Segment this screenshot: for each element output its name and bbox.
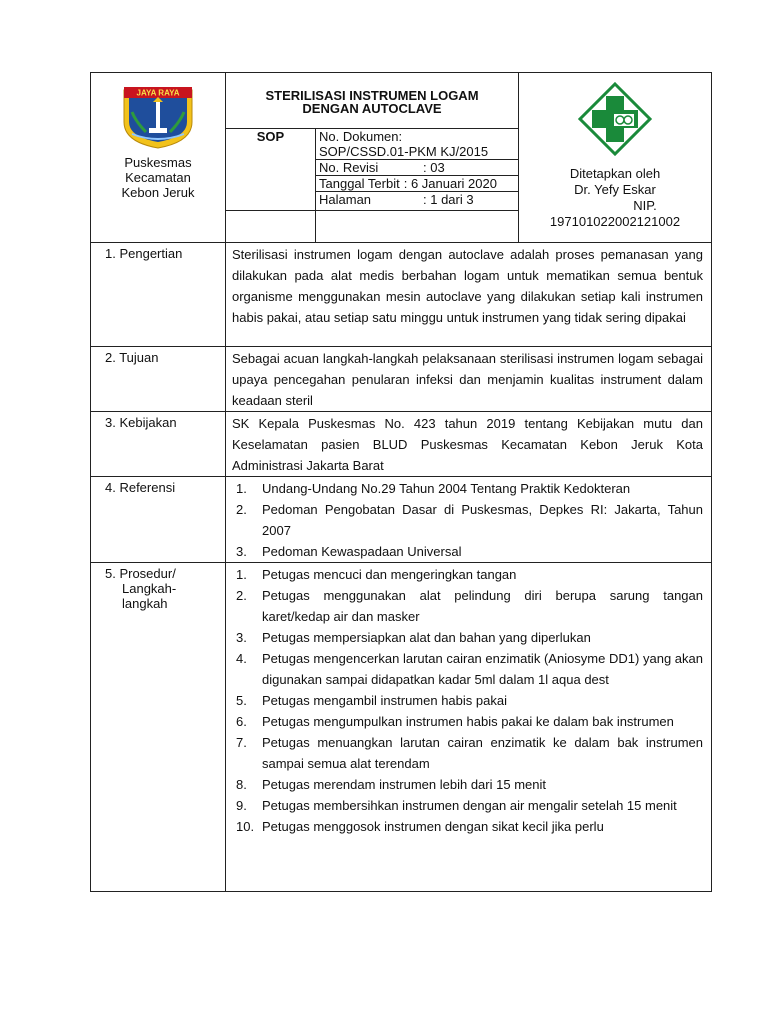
prosedur-step <box>232 564 703 585</box>
institution-line-1: Puskesmas <box>124 155 192 170</box>
section-label-tujuan <box>91 347 226 412</box>
section-body-prosedur <box>226 563 712 892</box>
kebijakan-text: SK Kepala Puskesmas No. 423 tahun 2019 tentang Kebijakan mutu dan Keselamatan pasien BLUD Puskesmas Kecamatan Kebon Jeruk Kota Administrasi Jakarta Barat <box>232 416 703 473</box>
revision-value: : 03 <box>423 160 445 175</box>
page-label: Halaman <box>319 192 372 207</box>
section-body-tujuan <box>226 347 712 412</box>
page-row <box>316 192 518 207</box>
document-title <box>226 73 518 116</box>
nip-value: 197101022002121002 <box>549 214 681 229</box>
puskesmas-cross-logo <box>578 82 652 156</box>
prosedur-step <box>232 816 703 837</box>
prosedur-list <box>232 564 703 837</box>
section-label-prosedur <box>91 563 226 892</box>
prosedur-step-number: 7. <box>236 735 247 750</box>
revision-label: No. Revisi <box>319 160 379 175</box>
prosedur-step-number: 8. <box>236 777 247 792</box>
referensi-item <box>232 499 703 541</box>
section-label-pengertian <box>91 243 226 347</box>
document-info-cell <box>316 129 519 211</box>
institution-line-3: Kebon Jeruk <box>121 185 195 200</box>
institution-cell <box>91 73 226 243</box>
referensi-item <box>232 478 703 499</box>
prosedur-step-text: Petugas menggunakan alat pelindung diri berupa sarung tangan karet/kedap air dan masker <box>262 588 703 624</box>
prosedur-step-number: 3. <box>236 630 247 645</box>
prosedur-step-text: Petugas membersihkan instrumen dengan air mengalir setelah 15 menit <box>262 798 677 813</box>
doc-number-label: No. Dokumen: <box>319 129 403 144</box>
referensi-item-number: 2. <box>236 502 247 517</box>
prosedur-step <box>232 711 703 732</box>
prosedur-step-text: Petugas menuangkan larutan cairan enzimatik ke dalam bak instrumen sampai semua alat terendam <box>262 735 703 771</box>
referensi-label: 4. Referensi <box>105 480 176 495</box>
jakarta-crest-logo <box>118 82 198 150</box>
approved-by-label: Ditetapkan oleh <box>569 166 661 181</box>
svg-text:JAYA RAYA: JAYA RAYA <box>136 88 180 98</box>
prosedur-step-text: Petugas mengumpulkan instrumen habis pakai ke dalam bak instrumen <box>262 714 674 729</box>
prosedur-step-number: 9. <box>236 798 247 813</box>
prosedur-step-number: 6. <box>236 714 247 729</box>
tujuan-text: Sebagai acuan langkah-langkah pelaksanaan sterilisasi instrumen logam sebagai upaya pencegahan penularan infeksi dan menjamin kualitas instrument dalam keadaan steril <box>232 351 703 408</box>
prosedur-step-number: 4. <box>236 651 247 666</box>
referensi-item-text: Pedoman Kewaspadaan Universal <box>262 544 462 559</box>
prosedur-step-text: Petugas mempersiapkan alat dan bahan yang diperlukan <box>262 630 591 645</box>
empty-cell-left <box>226 211 316 243</box>
referensi-item-number: 3. <box>236 544 247 559</box>
prosedur-step-text: Petugas menggosok instrumen dengan sikat kecil jika perlu <box>262 819 604 834</box>
prosedur-step <box>232 648 703 690</box>
prosedur-step-number: 1. <box>236 567 247 582</box>
referensi-list <box>232 478 703 562</box>
pengertian-text: Sterilisasi instrumen logam dengan autoclave adalah proses pemanasan yang dilakukan pada alat medis berbahan logam untuk mematikan semua bentuk organisme menggunakan mesin autoclave yang dilakukan setiap kali instrumen habis pakai, atau setiap satu minggu untuk instrumen yang tidak sering dipakai <box>232 247 703 325</box>
title-line-2: DENGAN AUTOCLAVE <box>302 101 442 116</box>
prosedur-step <box>232 795 703 816</box>
section-body-kebijakan <box>226 412 712 477</box>
prosedur-step-number: 2. <box>236 588 247 603</box>
empty-cell-right <box>316 211 519 243</box>
title-line-1: STERILISASI INSTRUMEN LOGAM <box>265 88 479 103</box>
page-value: : 1 dari 3 <box>423 192 474 207</box>
issue-date-row <box>316 176 518 192</box>
prosedur-step <box>232 585 703 627</box>
prosedur-step-text: Petugas mengambil instrumen habis pakai <box>262 693 507 708</box>
section-body-referensi <box>226 477 712 563</box>
issue-date-label: Tanggal Terbit <box>319 176 400 191</box>
prosedur-label-line-1: 5. Prosedur/ <box>105 566 176 581</box>
section-label-kebijakan <box>91 412 226 477</box>
issue-date-value: : 6 Januari 2020 <box>403 176 497 191</box>
prosedur-step <box>232 732 703 774</box>
doc-number-value: SOP/CSSD.01-PKM KJ/2015 <box>319 144 489 159</box>
sop-table <box>90 72 712 892</box>
approver-name: Dr. Yefy Eskar <box>574 182 656 197</box>
prosedur-step-number: 10. <box>236 819 255 834</box>
approval-cell <box>519 73 712 243</box>
sop-label-cell <box>226 129 316 211</box>
prosedur-step <box>232 690 703 711</box>
referensi-item-text: Pedoman Pengobatan Dasar di Puskesmas, Depkes RI: Jakarta, Tahun 2007 <box>262 502 703 538</box>
prosedur-step <box>232 774 703 795</box>
section-body-pengertian <box>226 243 712 347</box>
prosedur-step <box>232 627 703 648</box>
kebijakan-label: 3. Kebijakan <box>105 415 177 430</box>
institution-line-2: Kecamatan <box>125 170 191 185</box>
revision-row <box>316 160 518 176</box>
nip-label: NIP. <box>633 198 657 213</box>
referensi-item <box>232 541 703 562</box>
prosedur-step-text: Petugas mengencerkan larutan cairan enzimatik (Aniosyme DD1) yang akan digunakan sampai didapatkan kadar 5ml dalam 1l aqua dest <box>262 651 703 687</box>
title-cell <box>226 73 519 129</box>
prosedur-step-text: Petugas merendam instrumen lebih dari 15 menit <box>262 777 546 792</box>
doc-number <box>316 129 518 160</box>
prosedur-step-text: Petugas mencuci dan mengeringkan tangan <box>262 567 517 582</box>
section-label-referensi <box>91 477 226 563</box>
prosedur-step-number: 5. <box>236 693 247 708</box>
tujuan-label: 2. Tujuan <box>105 350 159 365</box>
prosedur-label-line-3: langkah <box>122 596 168 611</box>
prosedur-label-line-2: Langkah- <box>122 581 177 596</box>
referensi-item-number: 1. <box>236 481 247 496</box>
sop-label: SOP <box>256 129 285 144</box>
referensi-item-text: Undang-Undang No.29 Tahun 2004 Tentang Praktik Kedokteran <box>262 481 631 496</box>
pengertian-label: 1. Pengertian <box>105 246 183 261</box>
